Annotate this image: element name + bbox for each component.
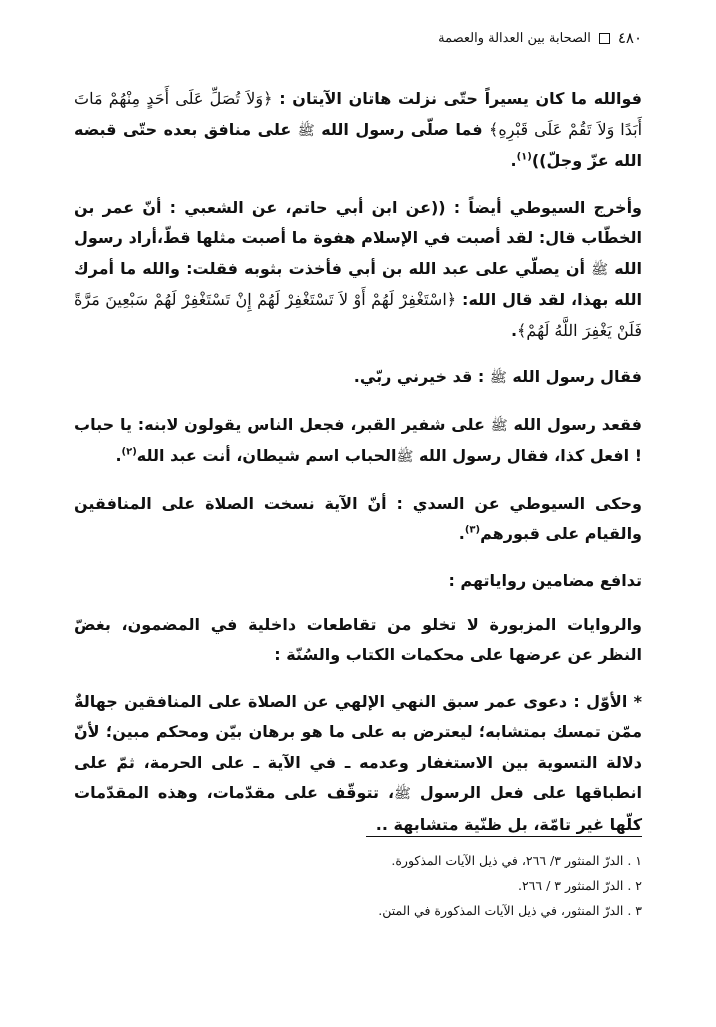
footnote-2: ٢ . الدرّ المنثور ٣ / ٢٦٦. (517, 878, 642, 893)
footnote-3: ٣ . الدرّ المنثور، في ذيل الآيات المذكورة في المتن. (378, 903, 642, 918)
salawat-icon: ﷺ (394, 786, 411, 802)
section-heading: تدافع مضامين رواياتهم : (448, 570, 642, 590)
paragraph-1-end: . (510, 151, 517, 170)
paragraph-5-text-a: وحكى السيوطي عن السدي : أنّ الآية نسخت الصلاة على المنافقين والقيام على قبورهم (74, 493, 642, 543)
salawat-icon: ﷺ (396, 449, 414, 465)
paragraph-2-text-a: وأخرج السيوطي أيضاً : ((عن ابن أبي حاتم، عن الشعبي : أنّ عمر بن الخطّاب قال: لقد أصبت في الإسلام هفوة ما أصبت مثلها قطّ،أراد رسول الله (74, 197, 643, 278)
footnotes (74, 848, 642, 923)
paragraph-4 (74, 410, 642, 473)
paragraph-1-text-c: على منافق بعده حتّى قبضه الله عزّ وجلّ)) (74, 119, 642, 170)
salawat-icon: ﷺ (591, 261, 609, 278)
paragraph-1-text-b: فما صلّى رسول الله (314, 119, 490, 139)
paragraph-4-text-a: فقعد رسول الله (507, 414, 643, 434)
salawat-icon: ﷺ (297, 122, 315, 139)
salawat-icon: ﷺ (490, 417, 508, 434)
paragraph-6: والروايات المزبورة لا تخلو من تقاطعات داخلية في المضمون، بغضّ النظر عن عرضها على محكمات الكتاب والسُنّة : (74, 614, 642, 664)
footnote-divider (366, 836, 642, 837)
quran-verse: ﴿وَلاَ تُصَلِّ عَلَى أَحَدٍ مِنْهُمْ مَاتَ أَبَدًا وَلاَ تَقُمْ عَلَى قَبْرِهِ﴾ (74, 89, 643, 139)
paragraph-2-end: . (510, 320, 518, 340)
footnote-1: ١ . الدرّ المنثور ٣/ ٢٦٦، في ذيل الآيات المذكورة. (391, 853, 642, 868)
paragraph-2 (74, 193, 642, 347)
salawat-icon: ﷺ (489, 370, 507, 386)
footnote-ref-3[interactable]: (٣) (464, 524, 481, 536)
square-bullet-icon (599, 33, 610, 44)
paragraph-3-text-a: فقال رسول الله (506, 367, 642, 386)
footnote-ref-1[interactable]: (١) (516, 151, 532, 163)
running-title: الصحابة بين العدالة والعصمة (438, 30, 591, 46)
paragraph-4-text-c: الحباب اسم شيطان، أنت عبد الله (136, 446, 397, 465)
page-number: ٤٨٠ (617, 29, 642, 47)
paragraph-3 (74, 362, 642, 394)
paragraph-1 (74, 84, 642, 177)
paragraph-7-text-b: ، تتوقّف على مقدّمات، وهذه المقدّمات كلّها غير تامّة، بل ظنّية متشابهة .. (74, 783, 642, 834)
paragraph-5-end: . (458, 524, 465, 543)
footnote-ref-2[interactable]: (٢) (121, 446, 137, 458)
paragraph-1-text-a: فوالله ما كان يسيراً حتّى نزلت هاتان الآيتان : (272, 89, 643, 108)
quran-verse: ﴿اسْتَغْفِرْ لَهُمْ أَوْ لاَ تَسْتَغْفِرْ لَهُمْ إِنْ تَسْتَغْفِرْ لَهُمْ سَبْعِينَ مَرَّةً فَلَنْ يَغْفِرَ اللَّهُ لَهُمْ﴾ (74, 290, 642, 340)
paragraph-7-text-a: * الأوّل : دعوى عمر سبق النهي الإلهي عن الصلاة على المنافقين جهالةٌ ممّن تمسك بمتشابه؛ ليعترض به على ما هو برهان بيّن ومحكم مبين؛ لأنّ دلالة التسوية بين الاستغفار وعدمه ـ في الآية ـ على الحرمة، ثمّ على انطباقها على فعل الرسول (74, 691, 642, 802)
paragraph-7 (74, 687, 642, 841)
paragraph-3-text-b: : قد خيرني ربّي. (353, 367, 490, 386)
page-body (74, 84, 642, 856)
paragraph-2-text-b: أن يصلّي على عبد الله بن أبي فأخذت بثوبه فقلت: والله ما أمرك الله بهذا، لقد قال الله: (74, 258, 643, 309)
paragraph-5 (74, 489, 642, 550)
running-header (74, 26, 642, 50)
paragraph-4-text-b: على شفير القبر، فجعل الناس يقولون لابنه: يا حباب ! افعل كذا، فقال رسول الله (74, 414, 642, 465)
paragraph-4-end: . (115, 446, 122, 465)
